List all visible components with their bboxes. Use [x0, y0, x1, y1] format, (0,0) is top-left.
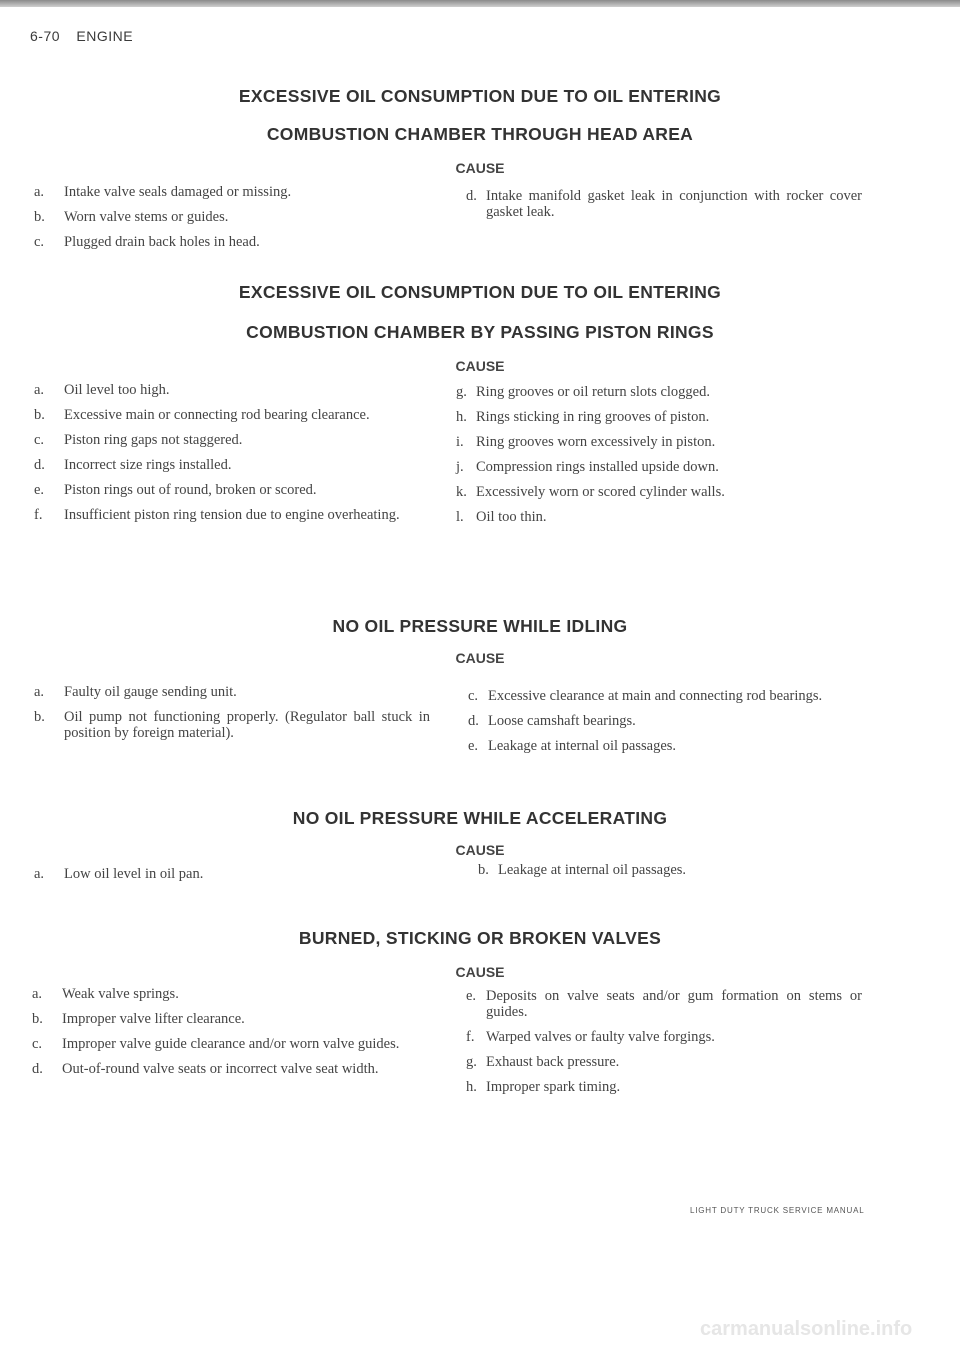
section-3-title: NO OIL PRESSURE WHILE IDLING	[332, 616, 628, 636]
cause-item: a. Faulty oil gauge sending unit.	[34, 684, 237, 700]
cause-item: c. Improper valve guide clearance and/or worn valve guides.	[32, 1036, 400, 1052]
cause-item: a. Intake valve seals damaged or missing.	[34, 184, 292, 200]
section-3-cause-label: CAUSE	[455, 650, 505, 666]
section-1-left-column	[30, 184, 430, 259]
cause-item: c. Piston ring gaps not staggered.	[34, 432, 243, 448]
cause-item: k. Excessively worn or scored cylinder walls.	[456, 484, 725, 500]
cause-item: j. Compression rings installed upside down.	[456, 459, 719, 475]
cause-item: i. Ring grooves worn excessively in piston.	[456, 434, 716, 450]
section-4-right-column	[468, 862, 868, 887]
cause-item: l. Oil too thin.	[456, 509, 547, 525]
cause-item: f. Insufficient piston ring tension due to engine overheating.	[34, 507, 400, 523]
cause-item: b. Improper valve lifter clearance.	[32, 1011, 245, 1027]
section-1-title-line-2: COMBUSTION CHAMBER THROUGH HEAD AREA	[266, 124, 694, 144]
cause-item: d. Intake manifold gasket leak in conjunction with rocker cover gasket leak.	[466, 188, 862, 220]
section-1-cause-label: CAUSE	[455, 160, 505, 176]
section-1-right-column	[456, 188, 862, 229]
cause-item: b. Leakage at internal oil passages.	[478, 862, 687, 878]
cause-item: g. Exhaust back pressure.	[466, 1054, 620, 1070]
cause-item: d. Out-of-round valve seats or incorrect valve seat width.	[32, 1061, 379, 1077]
section-3-left-column	[30, 684, 430, 750]
cause-item: c. Plugged drain back holes in head.	[34, 234, 260, 250]
cause-item: a. Low oil level in oil pan.	[34, 866, 204, 882]
page-number: 6-70	[30, 28, 61, 44]
cause-item: h. Improper spark timing.	[466, 1079, 621, 1095]
page-header	[30, 28, 133, 44]
cause-item: a. Oil level too high.	[34, 382, 170, 398]
cause-item: d. Incorrect size rings installed.	[34, 457, 232, 473]
section-4-left-column	[30, 866, 430, 891]
section-4-title: NO OIL PRESSURE WHILE ACCELERATING	[292, 808, 668, 828]
cause-item: c. Excessive clearance at main and connecting rod bearings.	[468, 688, 823, 704]
section-name: ENGINE	[76, 28, 134, 44]
section-1-title-line-1: EXCESSIVE OIL CONSUMPTION DUE TO OIL ENTERING	[238, 86, 722, 106]
section-5-left-column	[28, 986, 430, 1086]
cause-item: e. Leakage at internal oil passages.	[468, 738, 677, 754]
cause-item: g. Ring grooves or oil return slots clogged.	[456, 384, 710, 400]
cause-item: d. Loose camshaft bearings.	[468, 713, 636, 729]
section-5-title: BURNED, STICKING OR BROKEN VALVES	[298, 928, 662, 948]
cause-item: e. Deposits on valve seats and/or gum formation on stems or guides.	[466, 988, 862, 1020]
cause-item: a. Weak valve springs.	[32, 986, 179, 1002]
section-5-right-column	[456, 988, 862, 1104]
section-3-right-column	[458, 688, 862, 763]
section-4-cause-label: CAUSE	[455, 842, 505, 858]
watermark-text: carmanualsonline.info	[700, 1318, 913, 1340]
top-rule	[0, 0, 960, 7]
section-2-left-column	[30, 382, 430, 532]
cause-item: b. Excessive main or connecting rod bearing clearance.	[34, 407, 370, 423]
section-2-right-column	[446, 384, 846, 534]
section-2-title-line-1: EXCESSIVE OIL CONSUMPTION DUE TO OIL ENTERING	[238, 282, 722, 302]
section-2-title-line-2: COMBUSTION CHAMBER BY PASSING PISTON RINGS	[246, 322, 714, 342]
footer-manual-title: LIGHT DUTY TRUCK SERVICE MANUAL	[690, 1206, 865, 1215]
section-2-cause-label: CAUSE	[455, 358, 505, 374]
cause-item: h. Rings sticking in ring grooves of piston.	[456, 409, 710, 425]
section-5-cause-label: CAUSE	[455, 964, 505, 980]
cause-item: b. Oil pump not functioning properly. (Regulator ball stuck in position by foreign material).	[34, 709, 430, 741]
cause-item: e. Piston rings out of round, broken or scored.	[34, 482, 317, 498]
cause-item: f. Warped valves or faulty valve forgings.	[466, 1029, 715, 1045]
cause-item: b. Worn valve stems or guides.	[34, 209, 229, 225]
